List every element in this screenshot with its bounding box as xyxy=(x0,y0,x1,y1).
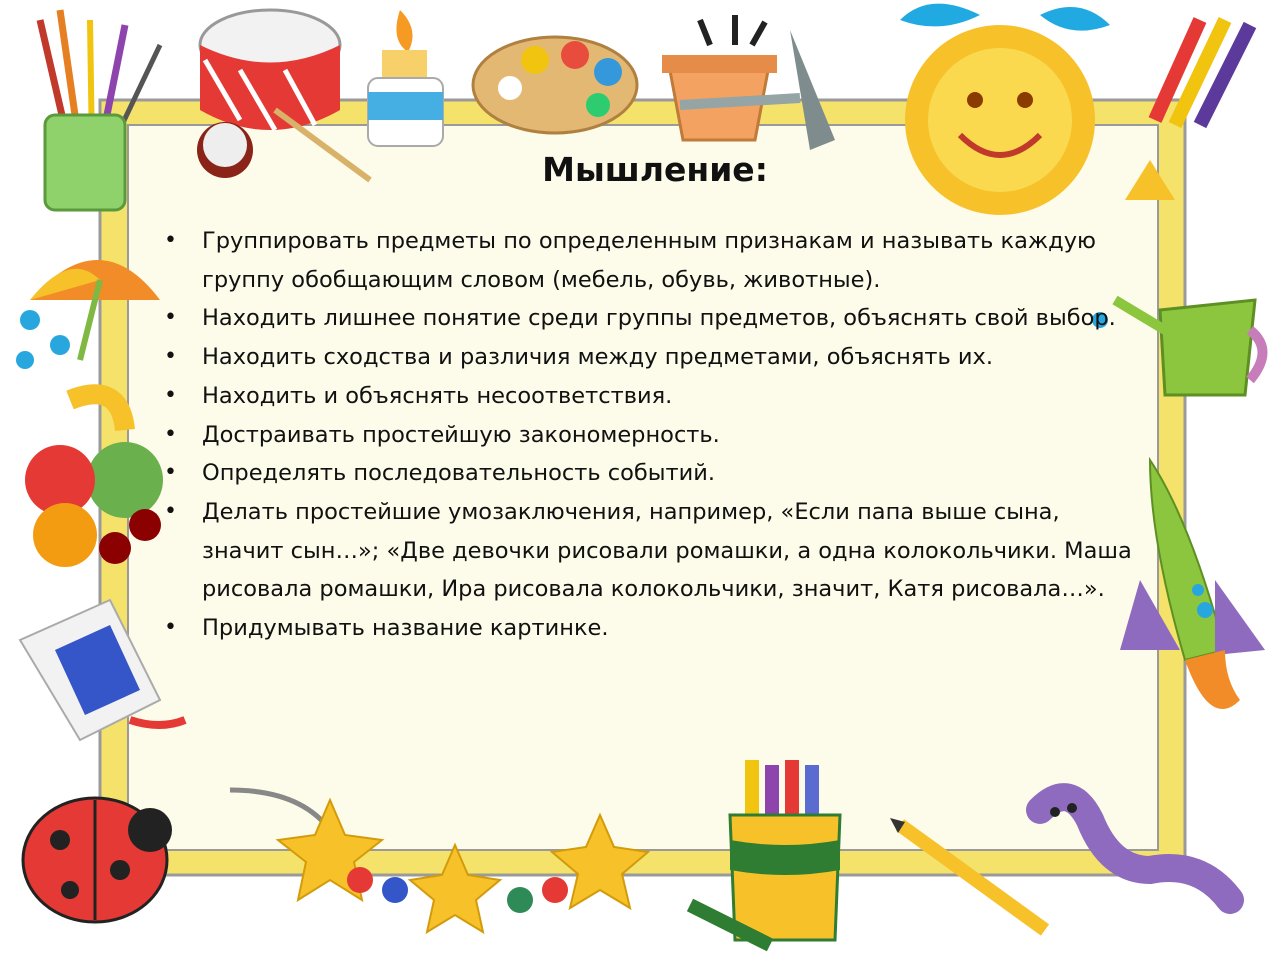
list-item-text: Находить и объяснять несоответствия. xyxy=(202,382,673,409)
list-item xyxy=(150,609,1140,648)
list-item-text: Определять последовательность событий. xyxy=(202,460,716,487)
bullet-icon: • xyxy=(164,615,177,641)
list-item xyxy=(150,222,1140,299)
bullet-icon: • xyxy=(164,498,177,524)
list-item-text: Находить лишнее понятие среди группы предметов, объяснять свой выбор. xyxy=(202,305,1116,332)
bullet-list xyxy=(150,222,1140,648)
glue-bottle-icon xyxy=(368,10,443,146)
bullet-icon: • xyxy=(164,228,177,253)
list-item xyxy=(150,454,1140,493)
list-item-text: Делать простейшие умозаключения, например, «Если папа выше сына, значит сын…»; «Две девочки рисовали ромашки, а одна колокольчики. Маша рисовала ромашки, Ира рисовала колокольчики, значит, Катя рисовала…». xyxy=(202,498,1132,603)
list-item xyxy=(150,377,1140,416)
list-item xyxy=(150,416,1140,455)
list-item xyxy=(150,299,1140,338)
bullet-icon: • xyxy=(164,460,177,486)
slide-content xyxy=(150,140,1140,760)
bullet-icon: • xyxy=(164,305,177,331)
list-item xyxy=(150,493,1140,609)
list-item-text: Находить сходства и различия между предметами, объяснять их. xyxy=(202,344,994,371)
bullet-icon: • xyxy=(164,344,177,370)
list-item-text: Группировать предметы по определенным признакам и называть каждую группу обобщающим словом (мебель, обувь, животные). xyxy=(202,228,1096,293)
list-item-text: Придумывать название картинке. xyxy=(202,615,609,642)
list-item xyxy=(150,338,1140,377)
bullet-icon: • xyxy=(164,421,177,447)
bullet-icon: • xyxy=(164,382,177,408)
list-item-text: Достраивать простейшую закономерность. xyxy=(202,421,720,448)
page-title: Мышление: xyxy=(542,150,768,189)
ladybug-icon xyxy=(23,798,172,922)
flowerpot-shovel-icon xyxy=(662,15,835,150)
palette-icon xyxy=(473,37,637,133)
